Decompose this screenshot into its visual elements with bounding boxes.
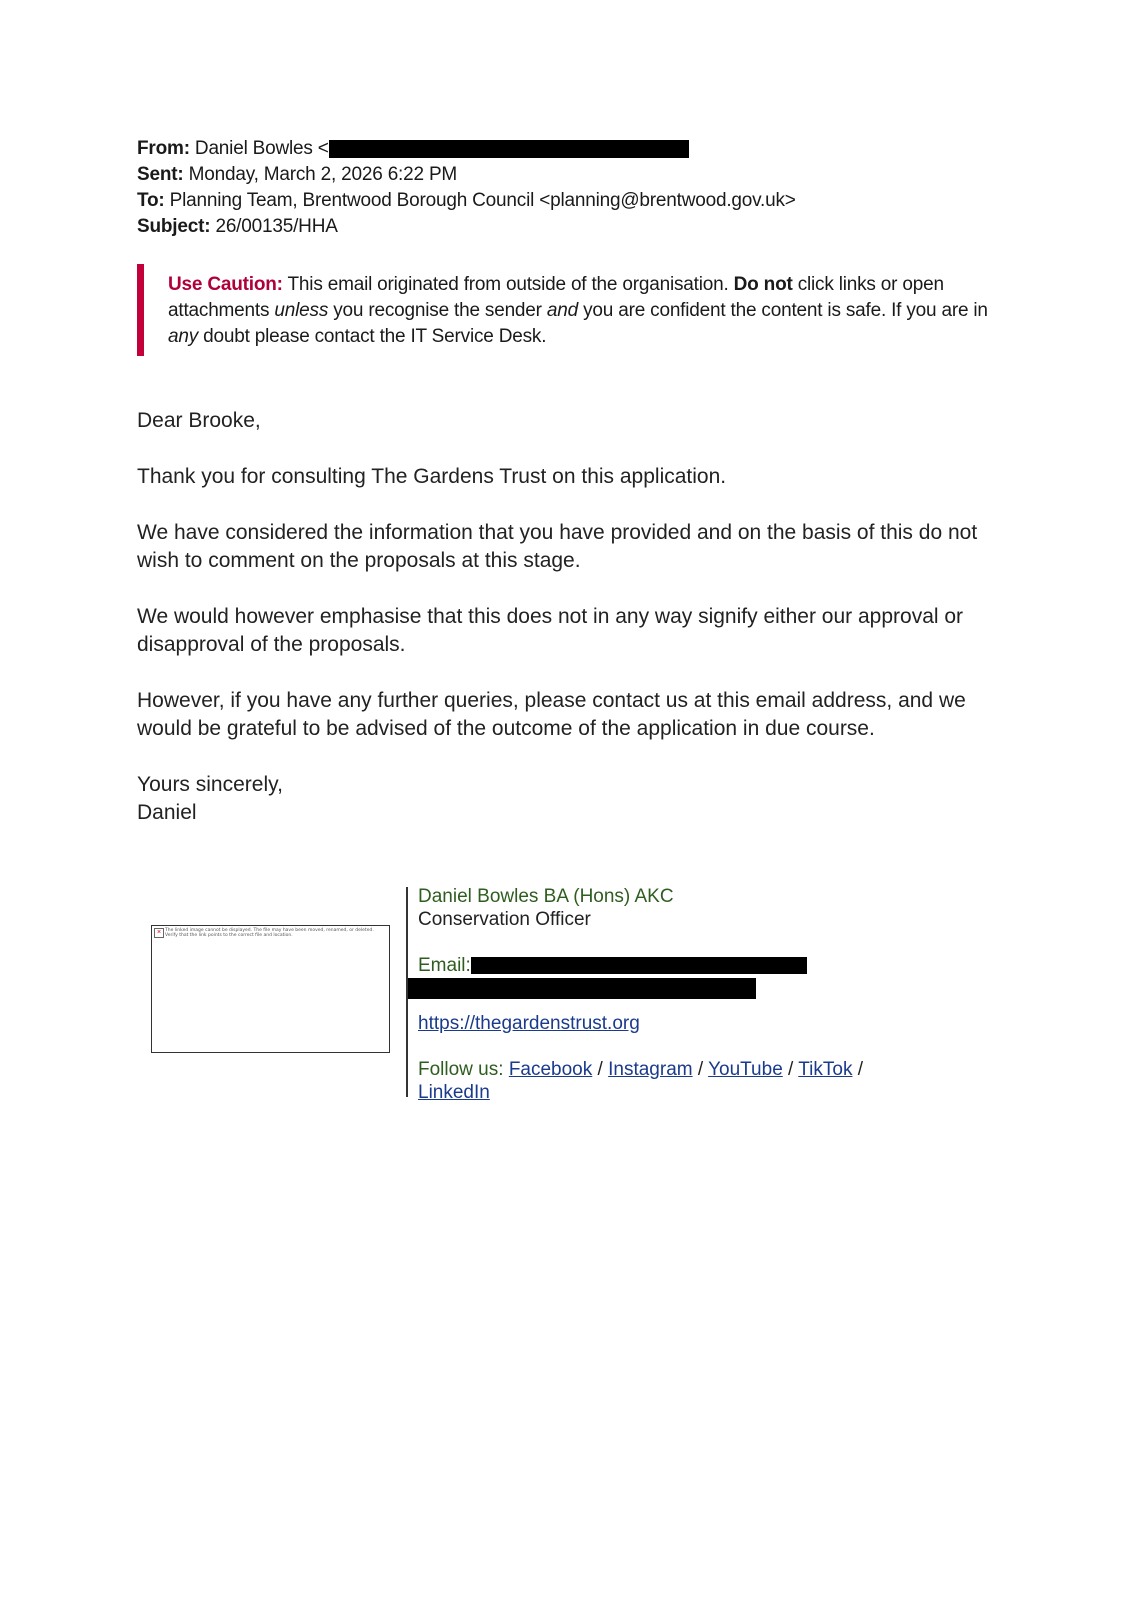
- facebook-link[interactable]: Facebook: [508, 1059, 593, 1080]
- signature-name: Daniel Bowles BA (Hons) AKC: [418, 886, 674, 907]
- subject-value: 26/00135/HHA: [215, 216, 338, 237]
- redacted-signature-phone: [408, 978, 756, 999]
- paragraph-4: However, if you have any further queries, please contact us at this email address, and we would be grateful to be advised of the outcome of the application in due course.: [137, 689, 966, 740]
- to-row: [137, 188, 796, 214]
- redacted-signature-email: [471, 957, 807, 974]
- signature-redacted-row: [418, 977, 863, 1000]
- redacted-sender-email: [329, 140, 689, 158]
- broken-image-icon: ×: [154, 928, 164, 938]
- paragraph-2: We have considered the information that you have provided and on the basis of this do not wish to comment on the proposals at this stage.: [137, 521, 978, 572]
- caution-text-3: you recognise the sender: [333, 300, 542, 321]
- caution-text-4: you are confident the content is safe. If you are in: [583, 300, 988, 321]
- subject-row: [137, 214, 796, 240]
- sent-row: [137, 162, 796, 188]
- paragraph-3: We would however emphasise that this does not in any way signify either our approval or disapproval of the proposals.: [137, 605, 964, 656]
- link-separator: /: [597, 1059, 603, 1080]
- tiktok-link[interactable]: TikTok: [798, 1059, 853, 1080]
- signature-website-row: [418, 1012, 863, 1035]
- email-signature: [418, 885, 863, 1104]
- signature-email-row: [418, 954, 863, 977]
- closing: [137, 771, 997, 827]
- instagram-link[interactable]: Instagram: [608, 1059, 693, 1080]
- follow-label: Follow us:: [418, 1059, 504, 1080]
- sent-value: Monday, March 2, 2026 6:22 PM: [188, 164, 458, 185]
- signature-follow-row: [418, 1058, 863, 1104]
- signature-email-label: Email:: [418, 955, 471, 976]
- caution-text-1: This email originated from outside of the organisation.: [287, 274, 729, 295]
- caution-italic-any: any: [168, 326, 199, 347]
- broken-logo-image: [151, 925, 390, 1053]
- greeting: Dear Brooke,: [137, 409, 261, 432]
- from-value: Daniel Bowles <: [194, 138, 329, 159]
- caution-text-5: doubt please contact the IT Service Desk.: [203, 326, 547, 347]
- to-value: Planning Team, Brentwood Borough Council <planning@brentwood.gov.uk>: [169, 190, 796, 211]
- signature-title: Conservation Officer: [418, 909, 591, 930]
- link-separator: /: [788, 1059, 794, 1080]
- from-row: [137, 136, 796, 162]
- caution-italic-and: and: [546, 300, 578, 321]
- caution-text-2: click links or open attachments: [168, 274, 944, 321]
- youtube-link[interactable]: YouTube: [708, 1059, 783, 1080]
- closing-line: Yours sincerely,: [137, 773, 283, 796]
- paragraph-1: Thank you for consulting The Gardens Trust on this application.: [137, 465, 727, 488]
- email-header: [137, 136, 796, 240]
- broken-image-message: The linked image cannot be displayed. The file may have been moved, renamed, or deleted. Verify that the link points to the correct file and location.: [165, 928, 374, 938]
- caution-banner: [137, 264, 998, 356]
- email-body: [137, 407, 997, 827]
- from-label: From:: [137, 138, 190, 159]
- linkedin-link[interactable]: LinkedIn: [418, 1082, 490, 1103]
- website-link[interactable]: https://thegardenstrust.org: [418, 1013, 640, 1034]
- to-label: To:: [137, 190, 165, 211]
- caution-label: Use Caution:: [168, 274, 283, 295]
- caution-bold-do-not: Do not: [733, 274, 793, 295]
- caution-italic-unless: unless: [274, 300, 329, 321]
- signoff-name: Daniel: [137, 801, 197, 824]
- link-separator: /: [697, 1059, 704, 1080]
- subject-label: Subject:: [137, 216, 211, 237]
- sent-label: Sent:: [137, 164, 184, 185]
- link-separator: /: [857, 1059, 864, 1080]
